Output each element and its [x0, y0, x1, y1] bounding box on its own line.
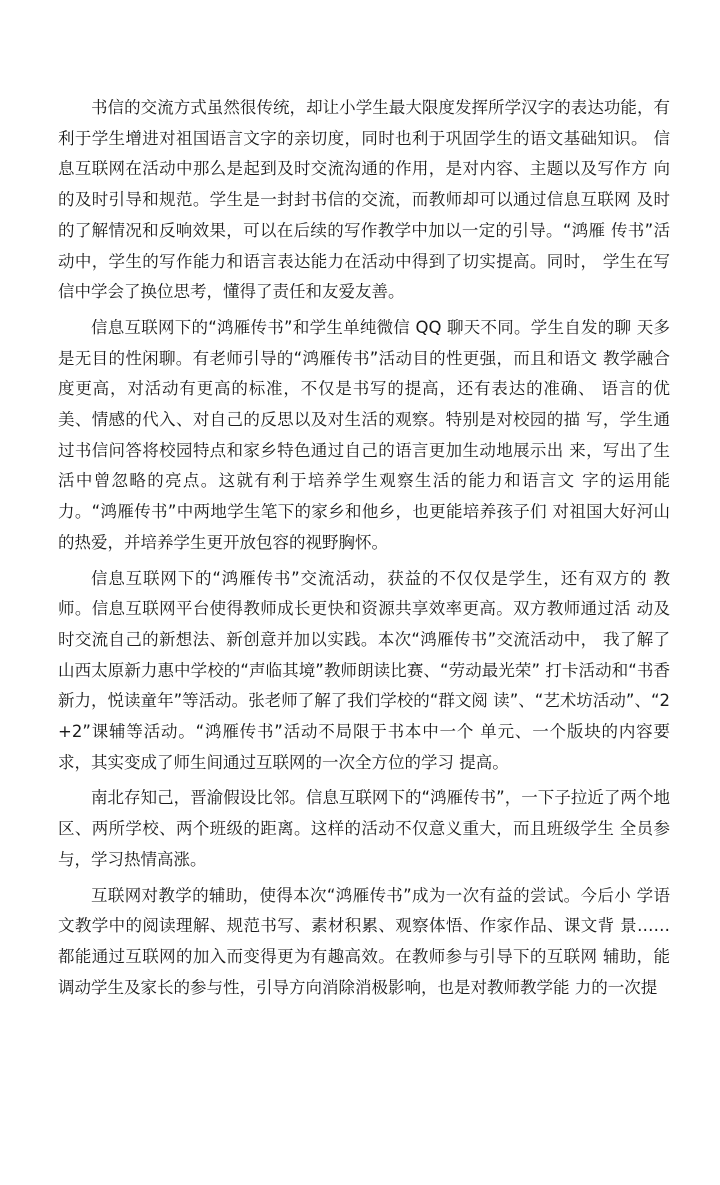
paragraph-4: 南北存知己，晋渝假设比邻。信息互联网下的“鸿雁传书”，一下子拉近了两个地区、两所学校、两个班级的距离。这样的活动不仅意义重大，而且班级学生 全员参与，学习热情高涨。	[58, 788, 670, 869]
paragraph-1: 书信的交流方式虽然很传统，却让小学生最大限度发挥所学汉字的表达功能，有利于学生增进对祖国语言文字的亲切度，同时也利于巩固学生的语文基础知识。 信息互联网在活动中那么是起到及时交流沟通的作用，是对内容、主题以及写作方 向的及时引导和规范。学生是一封封书信的交流，而教师却可以通过信息互联网 及时的了解情况和反响效果，可以在后续的写作教学中加以一定的引导。“鸿雁 传书”活动中，学生的写作能力和语言表达能力在活动中得到了切实提高。同时， 学生在写信中学会了换位思考，懂得了责任和友爱友善。	[58, 98, 670, 302]
document-body	[58, 93, 670, 1008]
paragraph-2: 信息互联网下的“鸿雁传书”和学生单纯微信 QQ 聊天不同。学生自发的聊 天多是无目的性闲聊。有老师引导的“鸿雁传书”活动目的性更强，而且和语文 教学融合度更高，对活动有更高的标准，不仅是书写的提高，还有表达的准确、 语言的优美、情感的代入、对自己的反思以及对生活的观察。特别是对校园的描 写，学生通过书信问答将校园特点和家乡特色通过自己的语言更加生动地展示出 来，写出了生活中曾忽略的亮点。这就有利于培养学生观察生活的能力和语言文 字的运用能力。“鸿雁传书”中两地学生笔下的家乡和他乡，也更能培养孩子们 对祖国大好河山的热爱，并培养学生更开放包容的视野胸怀。	[58, 317, 670, 552]
paragraph-3: 信息互联网下的“鸿雁传书”交流活动，获益的不仅仅是学生，还有双方的 教师。信息互联网平台使得教师成长更快和资源共享效率更高。双方教师通过活 动及时交流自己的新想法、新创意并加以实践。本次“鸿雁传书”交流活动中， 我了解了山西太原新力惠中学校的“声临其境”教师朗读比赛、“劳动最光荣” 打卡活动和“书香新力，悦读童年”等活动。张老师了解了我们学校的“群文阅 读”、“艺术坊活动”、“2+2”课辅等活动。“鸿雁传书”活动不局限于书本中一个 单元、一个版块的内容要求，其实变成了师生间通过互联网的一次全方位的学习 提高。	[58, 568, 670, 772]
paragraph-5: 互联网对教学的辅助，使得本次“鸿雁传书”成为一次有益的尝试。今后小 学语文教学中的阅读理解、规范书写、素材积累、观察体悟、作家作品、课文背 景……都能通过互联网的加入而变得更为有趣高效。在教师参与引导下的互联网 辅助，能调动学生及家长的参与性，引导方向消除消极影响，也是对教师教学能 力的一次提	[58, 885, 670, 997]
